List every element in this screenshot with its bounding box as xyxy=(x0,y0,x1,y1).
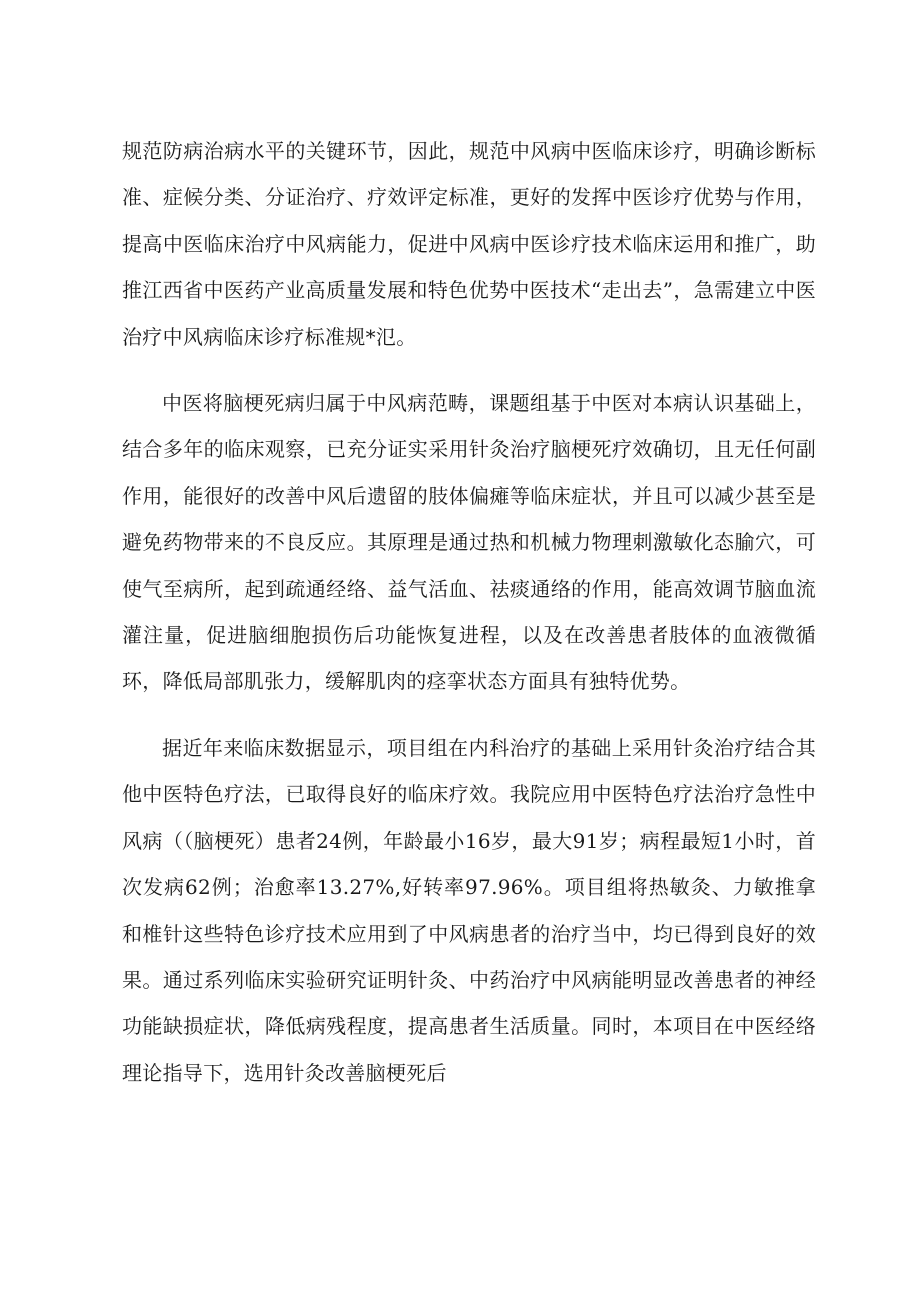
document-body xyxy=(122,128,816,1096)
paragraph-2: 中医将脑梗死病归属于中风病范畴，课题组基于中医对本病认识基础上，结合多年的临床观察，已充分证实采用针灸治疗脑梗死疗效确切，且无任何副作用，能很好的改善中风后遗留的肢体偏瘫等临床症状，并且可以减少甚至是避免药物带来的不良反应。其原理是通过热和机械力物理刺激敏化态腧穴，可使气至病所，起到疏通经络、益气活血、祛痰通络的作用，能高效调节脑血流灌注量，促进脑细胞损伤后功能恢复进程，以及在改善患者肢体的血液微循环，降低局部肌张力，缓解肌肉的痉挛状态方面具有独特优势。 xyxy=(122,391,816,694)
paragraph-3: 据近年来临床数据显示，项目组在内科治疗的基础上采用针灸治疗结合其他中医特色疗法，已取得良好的临床疗效。我院应用中医特色疗法治疗急性中风病（（脑梗死）患者24例，年龄最小16岁，最大91岁；病程最短1小时，首次发病62例；治愈率13.27%,好转率97.96%。项目组将热敏灸、力敏推拿和椎针这些特色诊疗技术应用到了中风病患者的治疗当中，均已得到良好的效果。通过系列临床实验研究证明针灸、中药治疗中风病能明显改善患者的神经功能缺损症状，降低病残程度，提高患者生活质量。同时，本项目在中医经络理论指导下，选用针灸改善脑梗死后 xyxy=(122,735,816,1085)
paragraph-1: 规范防病治病水平的关键环节，因此，规范中风病中医临床诊疗，明确诊断标准、症候分类、分证治疗、疗效评定标准，更好的发挥中医诊疗优势与作用，提高中医临床治疗中风病能力，促进中风病中医诊疗技术临床运用和推广，助推江西省中医药产业高质量发展和特色优势中医技术“走出去”，急需建立中医治疗中风病临床诊疗标准规*氾。 xyxy=(122,139,816,349)
